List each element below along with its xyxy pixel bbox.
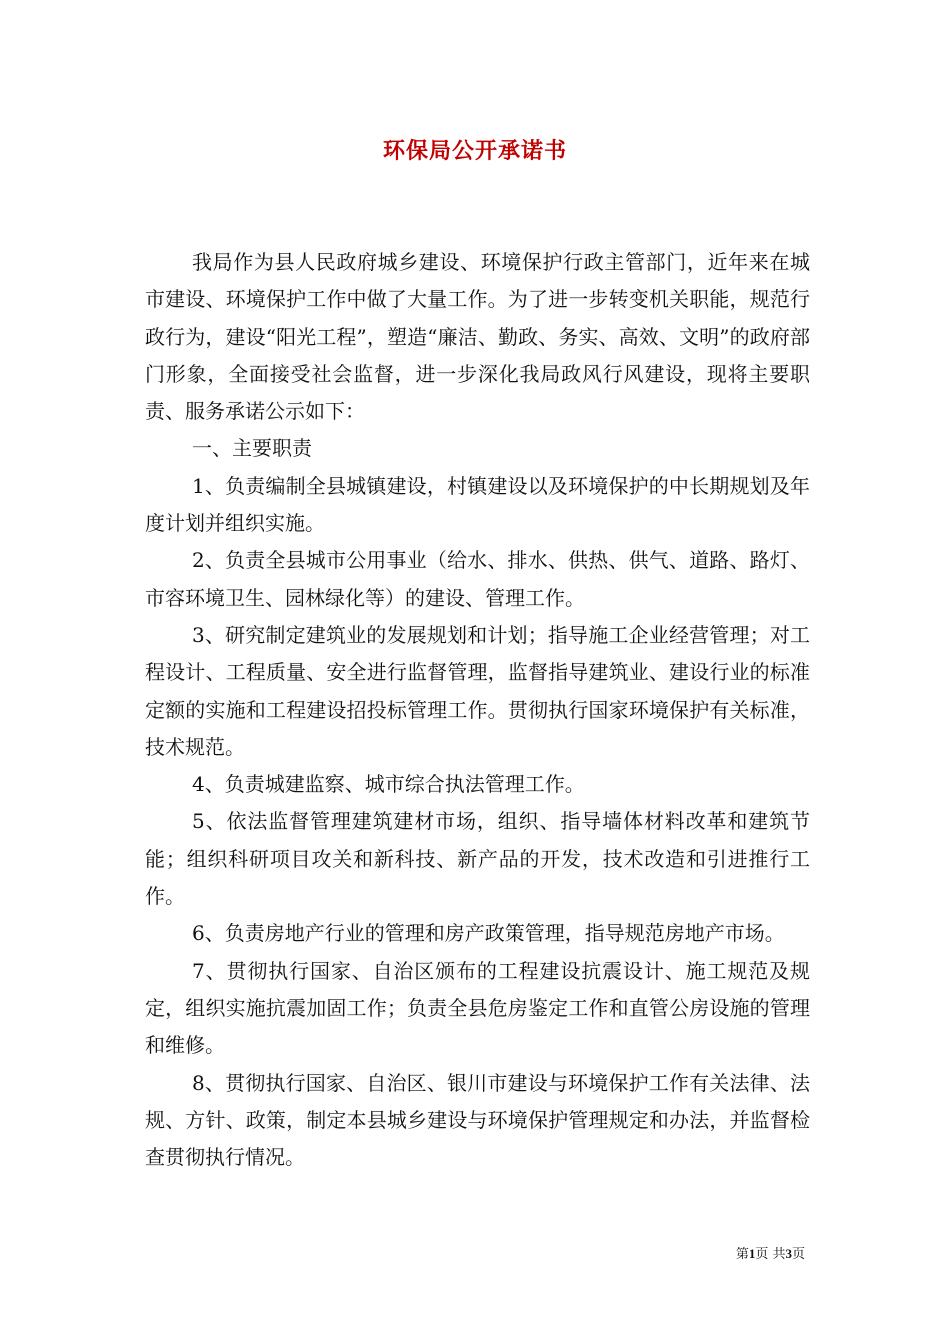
duty-item-2: 2、负责全县城市公用事业（给水、排水、供热、供气、道路、路灯、市容环境卫生、园林绿化等）的建设、管理工作。 <box>145 548 810 610</box>
current-page-number: 1 <box>748 1246 756 1261</box>
duty-item-1: 1、负责编制全县城镇建设，村镇建设以及环境保护的中长期规划及年度计划并组织实施。 <box>145 473 810 536</box>
footer-suffix: 页 <box>791 1247 805 1262</box>
duty-item-6: 6、负责房地产行业的管理和房产政策管理，指导规范房地产市场。 <box>192 921 785 946</box>
document-title: 环保局公开承诺书 <box>382 138 567 164</box>
duty-item-5: 5、依法监督管理建筑建材市场，组织、指导墙体材料改革和建筑节能；组织科研项目攻关和新科技、新产品的开发，技术改造和引进推行工作。 <box>145 809 810 909</box>
duty-item-4: 4、负责城建监察、城市综合执法管理工作。 <box>192 772 585 797</box>
duty-item-8: 8、贯彻执行国家、自治区、银川市建设与环境保护工作有关法律、法规、方针、政策，制定本县城乡建设与环境保护管理规定和办法，并监督检查贯彻执行情况。 <box>145 1070 810 1170</box>
footer-middle: 页 共 <box>755 1247 786 1262</box>
page-number-footer <box>736 1245 805 1264</box>
intro-paragraph: 我局作为县人民政府城乡建设、环境保护行政主管部门，近年来在城市建设、环境保护工作中做了大量工作。为了进一步转变机关职能，规范行政行为，建设“阳光工程”，塑造“廉洁、勤政、务实、高效、文明”的政府部门形象，全面接受社会监督，进一步深化我局政风行风建设，现将主要职责、服务承诺公示如下： <box>145 250 810 424</box>
duty-item-3: 3、研究制定建筑业的发展规划和计划；指导施工企业经营管理；对工程设计、工程质量、安全进行监督管理，监督指导建筑业、建设行业的标准定额的实施和工程建设招投标管理工作。贯彻执行国家环境保护有关标准，技术规范。 <box>145 622 810 759</box>
footer-prefix: 第 <box>735 1247 749 1262</box>
total-pages-number: 3 <box>785 1246 792 1261</box>
duty-item-7: 7、贯彻执行国家、自治区颁布的工程建设抗震设计、施工规范及规定，组织实施抗震加固工作；负责全县危房鉴定工作和直管公房设施的管理和维修。 <box>145 958 810 1058</box>
document-body <box>145 244 810 1176</box>
section-heading-main-duties: 一、主要职责 <box>192 436 312 461</box>
